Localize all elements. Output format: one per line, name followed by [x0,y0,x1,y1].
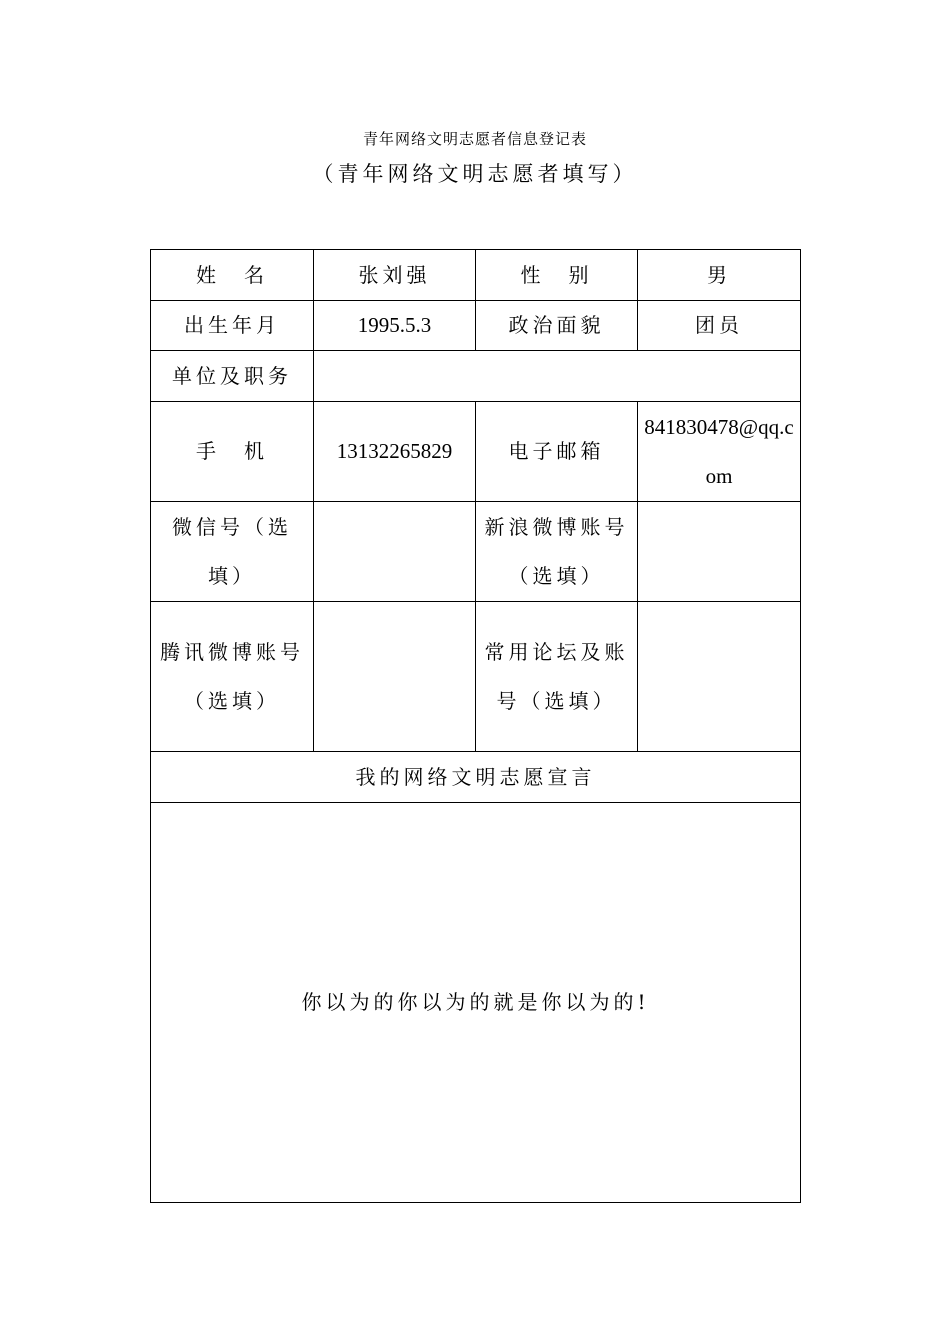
sina-weibo-label: 新浪微博账号（选填） [476,502,638,602]
sina-weibo-value [638,502,801,602]
gender-value: 男 [638,250,801,301]
email-value: 841830478@qq.com [638,402,801,502]
email-label: 电子邮箱 [476,402,638,502]
forum-account-label: 常用论坛及账号（选填） [476,602,638,752]
table-row [151,301,801,351]
wechat-label: 微信号（选填） [151,502,314,602]
tencent-weibo-label: 腾讯微博账号（选填） [151,602,314,752]
birth-label: 出生年月 [151,301,314,351]
political-status-label: 政治面貌 [476,301,638,351]
table-row [151,351,801,402]
document-title: 青年网络文明志愿者信息登记表 [362,130,587,148]
mobile-value: 13132265829 [314,402,476,502]
declaration-text: 你以为的你以为的就是你以为的! [151,803,801,1203]
table-row [151,250,801,301]
table-row [151,502,801,602]
table-row [151,402,801,502]
gender-label: 性 别 [476,250,638,301]
declaration-label: 我的网络文明志愿宣言 [151,752,801,803]
registration-form-table [150,249,801,1203]
tencent-weibo-value [314,602,476,752]
name-value: 张刘强 [314,250,476,301]
unit-position-label: 单位及职务 [151,351,314,402]
table-row [151,602,801,752]
forum-account-value [638,602,801,752]
unit-position-value [314,351,801,402]
wechat-value [314,502,476,602]
document-subtitle: （青年网络文明志愿者填写） [312,162,638,186]
name-label: 姓 名 [151,250,314,301]
table-row [151,752,801,803]
birth-value: 1995.5.3 [314,301,476,351]
table-row [151,803,801,1203]
mobile-label: 手 机 [151,402,314,502]
political-status-value: 团员 [638,301,801,351]
